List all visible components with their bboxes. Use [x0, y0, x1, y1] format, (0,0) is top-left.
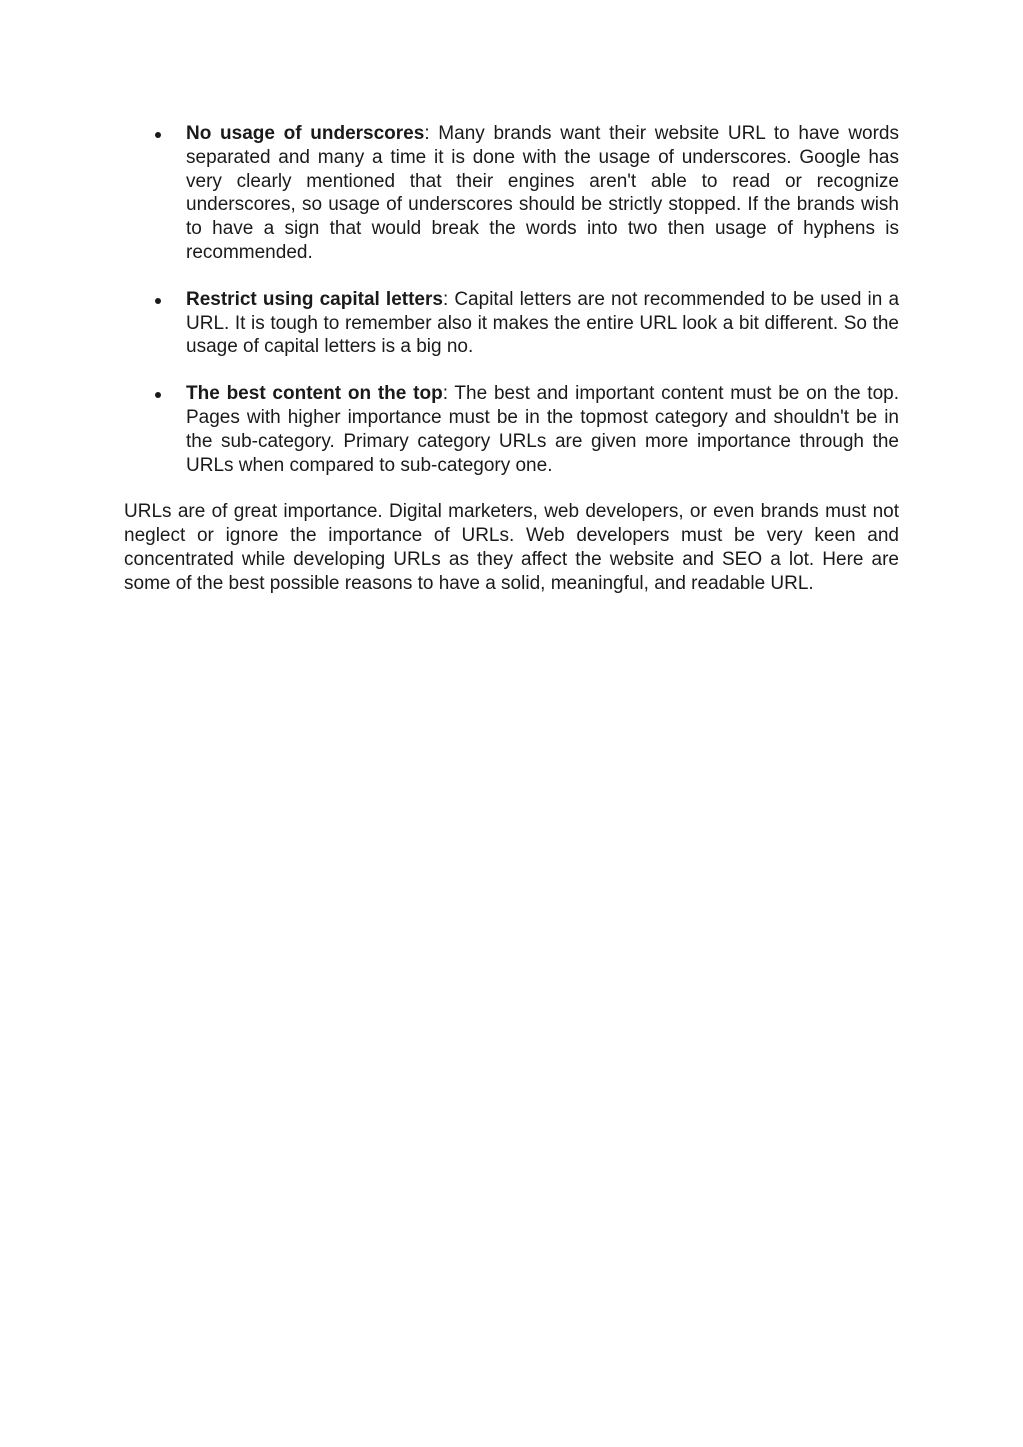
bullet-title: Restrict using capital letters [186, 288, 443, 310]
bullet-icon [155, 132, 161, 138]
list-item [124, 382, 899, 477]
bullet-icon [155, 392, 161, 398]
bullet-title: The best content on the top [186, 383, 443, 405]
bullet-list [124, 122, 899, 477]
bullet-text: : Capital letters are not recommended to be used in a URL. It is tough to remember also it makes the entire URL look a bit different. So the usage of capital letters is a big no. [186, 288, 900, 358]
body-paragraph: URLs are of great importance. Digital marketers, web developers, or even brands must not neglect or ignore the importance of URLs. Web developers must be very keen and concentrated while developing URLs as they affect the website and SEO a lot. Here are some of the best possible reasons to have a solid, meaningful, and readable URL. [124, 501, 899, 594]
bullet-icon [155, 298, 161, 304]
list-item [124, 288, 899, 359]
bullet-title: No usage of underscores [186, 123, 425, 144]
document-page [124, 122, 899, 596]
bullet-text: : The best and important content must be on the top. Pages with higher importance must be in the topmost category and shouldn't be in the sub-category. Primary category URLs are given more importance through the URLs when compared to sub-category one. [186, 383, 899, 476]
list-item [124, 122, 899, 265]
bullet-text: : Many brands want their website URL to have words separated and many a time it is done with the usage of underscores. Google has very clearly mentioned that their engines aren't able to read or recognize underscores, so usage of underscores should be strictly stopped. If the brands wish to have a sign that would break the words into two then usage of hyphens is recommended. [186, 123, 899, 263]
